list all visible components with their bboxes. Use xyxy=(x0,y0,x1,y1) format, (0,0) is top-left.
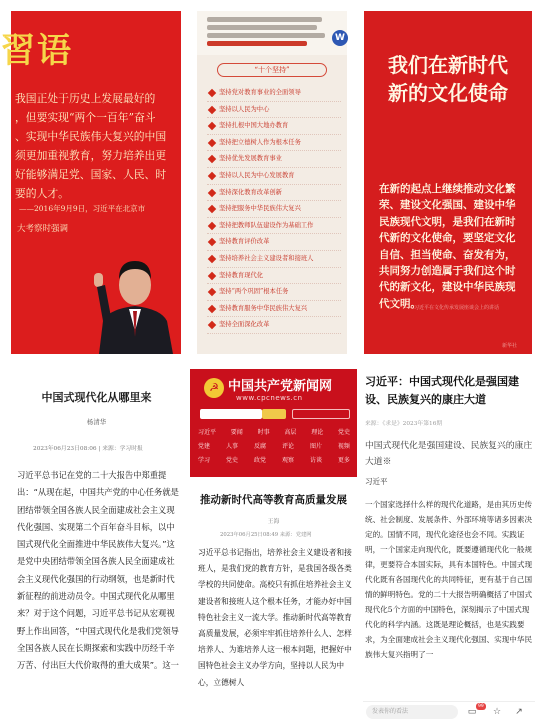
party-emblem-icon: ☭ xyxy=(204,378,224,398)
nav-item[interactable]: 政党 xyxy=(253,457,266,464)
quote-source-2: 大考察时强调 xyxy=(17,224,69,234)
card-title: 我们在新时代 新的文化使命 xyxy=(388,53,508,105)
cpc-news-article[interactable] xyxy=(190,369,357,721)
nav-item[interactable]: 党史 xyxy=(225,457,238,464)
diamond-bullet-icon xyxy=(208,238,216,246)
article-title: 习近平：中国式现代化是强国建设、民族复兴的康庄大道 xyxy=(365,375,519,406)
card-source: ——习近平在文化传承发展座谈会上的讲话 xyxy=(403,305,499,311)
diamond-bullet-icon xyxy=(208,188,216,196)
nav-item[interactable]: 访谈 xyxy=(309,457,322,464)
article-body: 习近平总书记指出，培养社会主义建设者和接班人，是我们党的教育方针，是我国各级各类学校的共同使命。高校只有抓住培养社会主义建设者和接班人这个根本任务，才能办好中国特色社会主义一流大学。推动新时代高等教育高质量发展，必须牢牢抓住培养什么人、怎样培养人、为谁培养人这一根本问题，把握好中国特色社会主义办学方向，坚持以人民为中心，立德树人 xyxy=(198,548,352,687)
list-item[interactable]: 坚持把立德树人作为根本任务 xyxy=(207,135,341,152)
header-banner-link[interactable] xyxy=(292,409,350,419)
header-text-block xyxy=(197,11,347,55)
nav-item[interactable]: 高层 xyxy=(284,429,297,436)
quote-heading: 習语 xyxy=(1,31,73,71)
nav-item[interactable]: 视频 xyxy=(337,443,350,450)
comment-icon[interactable]: ▭ xyxy=(467,707,477,717)
diamond-bullet-icon xyxy=(208,271,216,279)
speaker-photo xyxy=(89,251,181,354)
nav-item[interactable]: 人事 xyxy=(225,443,238,450)
comment-input[interactable]: 发表你的看法 xyxy=(366,705,458,719)
search-input[interactable] xyxy=(200,409,262,419)
diamond-bullet-icon xyxy=(208,222,216,230)
article-modernization-origin[interactable] xyxy=(11,369,182,721)
list-item[interactable]: 坚持全面深化改革 xyxy=(207,317,341,334)
search-button[interactable] xyxy=(262,409,286,419)
site-url: www.cpcnews.cn xyxy=(236,394,303,402)
diamond-bullet-icon xyxy=(208,288,216,296)
article-author: 杨清华 xyxy=(86,418,107,426)
list-item[interactable]: 坚持深化教育改革创新 xyxy=(207,185,341,202)
list-item[interactable]: 坚持培养社会主义建设者和接班人 xyxy=(207,251,341,268)
nav-item[interactable]: 党建 xyxy=(198,443,211,450)
nav-item[interactable]: 图片 xyxy=(309,443,322,450)
list-item[interactable]: 坚持扎根中国大地办教育 xyxy=(207,118,341,135)
list-item[interactable]: 坚持优先发展教育事业 xyxy=(207,151,341,168)
nav-item[interactable]: 更多 xyxy=(337,457,350,464)
list-item[interactable]: 坚持以人民为中心发展教育 xyxy=(207,168,341,185)
list-item[interactable]: 坚持教育现代化 xyxy=(207,268,341,285)
nav-item[interactable]: 要闻 xyxy=(230,429,243,436)
quote-text: 我国正处于历史上发展最好的 ，但要实现“两个一百年”奋斗 、实现中华民族伟大复兴的中国 须更加重视教育，努力培养出更 好能够满足党、国家、人民、时 要的人才。 xyxy=(15,92,167,200)
article-title: 推动新时代高等教育高质量发展 xyxy=(200,494,347,506)
diamond-bullet-icon xyxy=(208,155,216,163)
diamond-bullet-icon xyxy=(208,304,216,312)
site-nav xyxy=(198,426,350,468)
list-item[interactable]: 坚持把教师队伍建设作为基础工作 xyxy=(207,218,341,235)
article-subtitle: 中国式现代化是强国建设、民族复兴的康庄大道※ xyxy=(365,441,533,467)
list-item[interactable]: 坚持教育评价改革 xyxy=(207,234,341,251)
comment-toolbar xyxy=(363,701,535,721)
star-icon[interactable]: ☆ xyxy=(492,707,502,717)
qiushi-article[interactable] xyxy=(363,369,535,721)
diamond-bullet-icon xyxy=(208,321,216,329)
diamond-bullet-icon xyxy=(208,89,216,97)
nav-item[interactable]: 观察 xyxy=(281,457,294,464)
ten-adherences-card[interactable] xyxy=(197,11,347,354)
diamond-bullet-icon xyxy=(208,172,216,180)
list-item[interactable]: 坚持以人民为中心 xyxy=(207,102,341,119)
diamond-bullet-icon xyxy=(208,255,216,263)
list-item[interactable]: 坚持“两个巩固”根本任务 xyxy=(207,284,341,301)
comment-count-badge: 99 xyxy=(478,704,484,709)
share-icon[interactable]: ↗ xyxy=(515,707,523,717)
list-item[interactable]: 坚持党对教育事业的全面领导 xyxy=(207,85,341,102)
article-meta: 2023年06月25日08:49 来源：党建网 xyxy=(220,532,312,538)
article-meta: 2023年06月23日08:06 | 来源：学习时报 xyxy=(33,446,143,452)
quote-card-education[interactable] xyxy=(1,11,181,354)
list-title: “十个坚持” xyxy=(217,63,327,77)
diamond-bullet-icon xyxy=(208,205,216,213)
adherence-list xyxy=(207,85,341,334)
nav-item[interactable]: 党史 xyxy=(337,429,350,436)
site-header xyxy=(190,369,357,477)
article-body: 一个国家选择什么样的现代化道路，是由其历史传统、社会制度、发展条件、外部环境等诸多因素决定的。国情不同，现代化途径也会不同。实践证明，一个国家走向现代化，既要遵循现代化一般规律，更要符合本国实际，具有本国特色。中国式现代化既有各国现代化的共同特征，更有基于自己国情的鲜明特色。党的二十大报告明确概括了中国式现代化5个方面的中国特色，深刻揭示了中国式现代化的科学内涵。这既是理论概括，也是实践要求，为全面建成社会主义现代化强国、实现中华民族伟大复兴指明了一 xyxy=(365,500,533,659)
app-badge-icon[interactable]: W xyxy=(332,30,348,46)
site-name[interactable]: 中国共产党新闻网 xyxy=(228,379,333,394)
diamond-bullet-icon xyxy=(208,122,216,130)
card-body: 在新的起点上继续推动文化繁荣、建设文化强国、建设中华民族现代文明，是我们在新时代新的文化使命，要坚定文化自信、担当使命、奋发有为，共同努力创造属于我们这个时代的新文化，建设中华民族现代文明。 xyxy=(379,183,516,310)
nav-item[interactable]: 学习 xyxy=(198,457,211,464)
nav-item[interactable]: 反腐 xyxy=(253,443,266,450)
nav-item[interactable]: 习近平 xyxy=(198,429,217,436)
diamond-bullet-icon xyxy=(208,105,216,113)
nav-item[interactable]: 时事 xyxy=(257,429,270,436)
article-title: 中国式现代化从哪里来 xyxy=(41,391,152,404)
article-author: 习近平 xyxy=(365,477,388,486)
nav-item[interactable]: 理论 xyxy=(311,429,324,436)
diamond-bullet-icon xyxy=(208,139,216,147)
list-item[interactable]: 坚持把服务中华民族伟大复兴 xyxy=(207,201,341,218)
article-body: 习近平总书记在党的二十大报告中郑重提出：“从现在起，中国共产党的中心任务就是团结带领全国各族人民全面建成社会主义现代化强国、实现第二个百年奋斗目标，以中国式现代化全面推进中华民族伟大复兴。”这是党中央团结带领全国各族人民全面建成社会主义现代化强国的行动纲领，也是新时代新征程的前进动员令。中国式现代化从哪里来？对于这个问题，习近平总书记从宏观视野上作出回答，“中国式现代化是我们党领导全国各族人民在长期探索和实践中历经千辛万苦、付出巨大代价取得的重大成果”。这一 xyxy=(17,470,179,671)
watermark: 新华社 xyxy=(502,343,518,349)
quote-source: ——2016年9月9日，习近平在北京市 xyxy=(19,204,146,213)
nav-item[interactable]: 评论 xyxy=(281,443,294,450)
article-meta: 来源：《求是》2023年第16期 xyxy=(365,421,443,427)
article-author: 王海 xyxy=(267,519,280,525)
list-item[interactable]: 坚持教育服务中华民族伟大复兴 xyxy=(207,301,341,318)
cultural-mission-card[interactable] xyxy=(364,11,532,354)
